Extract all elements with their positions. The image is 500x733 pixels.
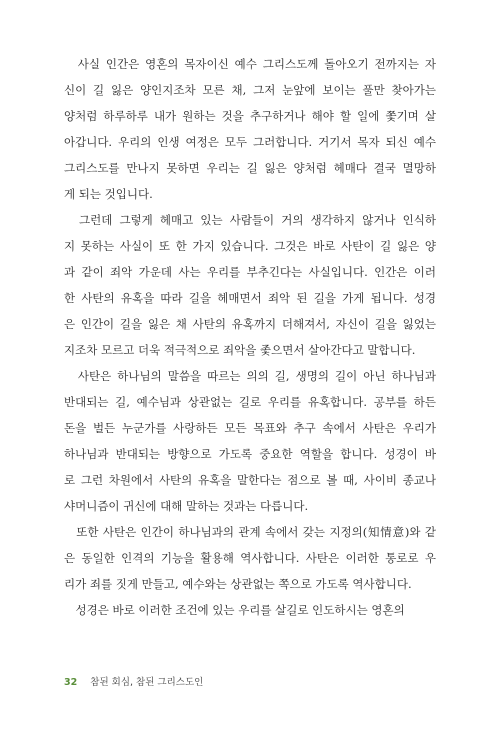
text-line: 한 사탄의 유혹을 따라 길을 헤매면서 죄악 된 길을 가게 됩니다. 성경: [64, 291, 436, 305]
running-title: 참된 회심, 참된 그리스도인: [90, 677, 204, 688]
text-line: 사실 인간은 영혼의 목자이신 예수 그리스도께 돌아오기 전까지는 자: [64, 57, 436, 71]
text-line: 신이 길 잃은 양인지조차 모른 채, 그저 눈앞에 보이는 풀만 찾아가는: [64, 83, 436, 97]
text-line: 지조차 모르고 더욱 적극적으로 죄악을 좇으면서 살아간다고 말합니다.: [64, 343, 416, 357]
text-line: 은 동일한 인격의 기능을 활용해 역사합니다. 사탄은 이러한 통로로 우: [64, 551, 436, 565]
text-line: 사탄은 하나님의 말씀을 따르는 의의 길, 생명의 길이 아닌 하나님과: [64, 369, 436, 383]
text-line: 반대되는 길, 예수님과 상관없는 길로 우리를 유혹합니다. 공부를 하든: [64, 395, 436, 409]
body-text: [64, 51, 436, 623]
paragraph: [64, 51, 436, 207]
page-number: 32: [64, 677, 78, 688]
paragraph: [64, 519, 436, 597]
text-line: 양처럼 하루하루 내가 원하는 것을 추구하거나 해야 할 일에 쫓기며 살: [64, 109, 436, 123]
text-line: 로 그런 차원에서 사탄의 유혹을 말한다는 점으로 볼 때, 사이비 종교나: [64, 473, 436, 487]
text-line: 과 같이 죄악 가운데 사는 우리를 부추긴다는 사실입니다. 인간은 이러: [64, 265, 436, 279]
text-line: 은 인간이 길을 잃은 채 사탄의 유혹까지 더해져서, 자신이 길을 잃었는: [64, 317, 436, 331]
text-line: 돈을 벌든 누군가를 사랑하든 모든 목표와 추구 속에서 사탄은 우리가: [64, 421, 436, 435]
text-line: 샤머니즘이 귀신에 대해 말하는 것과는 다릅니다.: [64, 499, 309, 513]
paragraph: [64, 207, 436, 363]
text-line: 리가 죄를 짓게 만들고, 예수와는 상관없는 쪽으로 가도록 역사합니다.: [64, 577, 412, 591]
text-line: 또한 사탄은 인간이 하나님과의 관계 속에서 갖는 지정의(知情意)와 같: [64, 525, 436, 539]
paragraph: [64, 597, 436, 623]
page-footer: [64, 675, 203, 691]
paragraph: [64, 363, 436, 519]
text-line: 게 되는 것입니다.: [64, 187, 153, 201]
text-line: 그리스도를 만나지 못하면 우리는 길 잃은 양처럼 헤매다 결국 멸망하: [64, 161, 436, 175]
text-line: 아갑니다. 우리의 인생 여정은 모두 그러합니다. 거기서 목자 되신 예수: [64, 135, 436, 149]
text-line: 그런데 그렇게 헤매고 있는 사람들이 거의 생각하지 않거나 인식하: [64, 213, 436, 227]
text-line: 지 못하는 사실이 또 한 가지 있습니다. 그것은 바로 사탄이 길 잃은 양: [64, 239, 436, 253]
text-line: 성경은 바로 이러한 조건에 있는 우리를 살길로 인도하시는 영혼의: [64, 603, 405, 617]
text-line: 하나님과 반대되는 방향으로 가도록 중요한 역할을 합니다. 성경이 바: [64, 447, 436, 461]
